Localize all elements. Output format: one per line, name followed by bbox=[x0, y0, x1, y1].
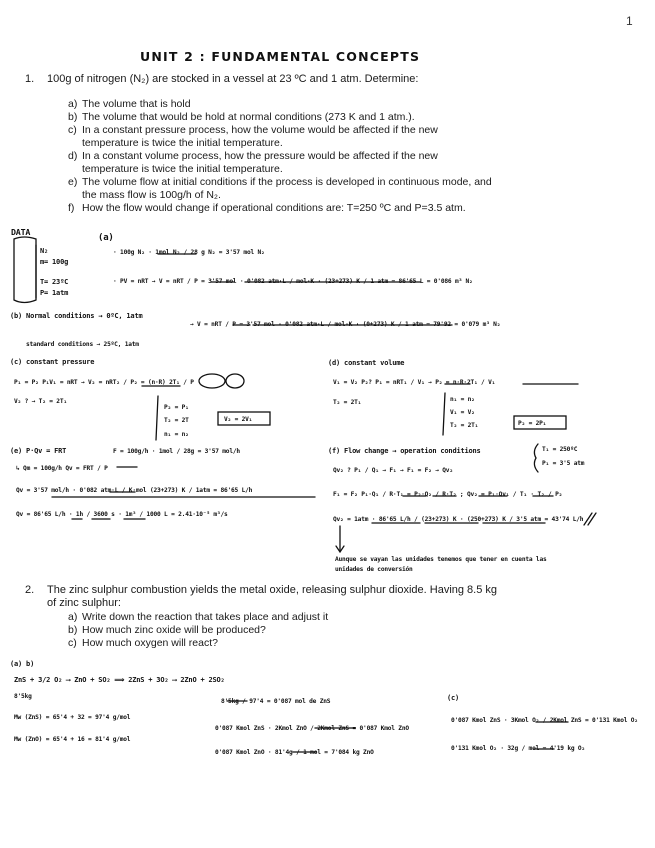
question-1-number: 1. bbox=[25, 73, 35, 85]
q1-item-d bbox=[68, 150, 438, 163]
part-f-note-1: Aunque se vayan las unidades tenemos que tener en cuenta las bbox=[335, 556, 547, 563]
part-e-label: (e) P·Qv = FRT bbox=[10, 447, 67, 455]
part-e-line1: F = 100g/h · 1mol / 28g = 3'57 mol/h bbox=[113, 448, 240, 455]
question-2-text2: of zinc sulphur: bbox=[47, 597, 121, 609]
q1-item-d-cont bbox=[82, 163, 283, 176]
part-f-line1: Qv₂ ? P₁ / Q₁ → F₁ → F₁ = F₂ → Qv₂ bbox=[333, 467, 453, 474]
part-d-brace-2: V₁ = V₂ bbox=[450, 409, 475, 416]
part-d-brace-3: T₂ = 2T₁ bbox=[450, 422, 479, 429]
q2-reaction: ZnS + 3/2 O₂ ⟶ ZnO + SO₂ ⟹ 2ZnS + 3O₂ ⟶ 2ZnO + 2SO₂ bbox=[14, 676, 225, 684]
part-e-line4: Qv = 86'65 L/h · 1h / 3600 s · 1m³ / 1000 L = 2.41·10⁻⁵ m³/s bbox=[16, 511, 228, 518]
q1-item-e bbox=[68, 176, 492, 189]
part-e-line3: Qv = 3'57 mol/h · 0'082 atm·L / K·mol (23+273) K / 1atm = 86'65 L/h bbox=[16, 487, 253, 494]
question-2 bbox=[25, 584, 498, 597]
item-letter: d) bbox=[68, 150, 78, 162]
part-c-brace-3: n₁ = n₂ bbox=[164, 431, 189, 438]
q2-mw-zno: Mw (ZnO) = 65'4 + 16 = 81'4 g/mol bbox=[14, 736, 131, 743]
part-f-label: (f) Flow change → operation conditions bbox=[328, 447, 481, 455]
vessel-data-temp: T= 23ºC bbox=[40, 278, 69, 286]
page-number: 1 bbox=[626, 14, 633, 28]
item-letter: c) bbox=[68, 637, 77, 649]
part-d-brace-1: n₁ = n₂ bbox=[450, 396, 475, 403]
item-text: How much zinc oxide will be produced? bbox=[82, 624, 266, 636]
q1-item-c-cont bbox=[82, 137, 283, 150]
q1-item-a bbox=[68, 98, 191, 111]
item-text: In a constant pressure process, how the volume would be affected if the new bbox=[82, 124, 438, 136]
q2-item-a bbox=[68, 611, 329, 624]
q2-c-step1: 0'087 Kmol ZnS · 3Kmol O₂ / 2Kmol ZnS = 0'131 Kmol O₂ bbox=[451, 717, 638, 724]
part-f-line2: F₁ = F₂ P₁·Q₁ / R·T₁ = P₂·Q₂ / R·T₂ ; Qv₂ = P₁·Qv₁ / T₁ · T₂ / P₂ bbox=[333, 491, 563, 498]
part-a-line1: · 100g N₂ · 1mol N₂ / 28 g N₂ = 3'57 mol N₂ bbox=[113, 249, 265, 256]
q2-part-c-label: (c) bbox=[447, 694, 460, 702]
item-text: The volume that would be hold at normal conditions (273 K and 1 atm.). bbox=[82, 111, 415, 123]
q2-item-c bbox=[68, 637, 218, 650]
item-letter: c) bbox=[68, 124, 77, 136]
q2-mw-zns: Mw (ZnS) = 65'4 + 32 = 97'4 g/mol bbox=[14, 714, 131, 721]
part-c-brace-2: T₂ = 2T bbox=[164, 417, 189, 424]
part-d-result: P₂ = 2P₁ bbox=[518, 420, 547, 427]
part-a-label: (a) bbox=[98, 233, 114, 243]
part-f-line3: Qv₂ = 1atm · 86'65 L/h / (23+273) K · (250+273) K / 3'5 atm = 43'74 L/h bbox=[333, 516, 584, 523]
part-b-line: → V = nRT / P = 3'57 mol · 0'082 atm·L / mol·K · (0+273) K / 1 atm = 79'92 = 0'079 m³ N₂ bbox=[190, 321, 501, 328]
part-c-brace-1: P₂ = P₁ bbox=[164, 404, 189, 411]
q1-item-e-cont bbox=[82, 189, 221, 202]
part-d-line2: T₂ = 2T₁ bbox=[333, 399, 362, 406]
part-c-label: (c) constant pressure bbox=[10, 358, 95, 366]
vessel-data-n2: N₂ bbox=[40, 247, 49, 255]
question-2-number: 2. bbox=[25, 584, 35, 596]
item-text: the mass flow is 100g/h of N₂. bbox=[82, 189, 221, 201]
question-2-text: The zinc sulphur combustion yields the metal oxide, releasing sulphur dioxide. Having 8.5 kg bbox=[47, 584, 498, 596]
item-letter: b) bbox=[68, 111, 78, 123]
item-letter: e) bbox=[68, 176, 78, 188]
part-d-line1: V₁ = V₂ P₂? P₁ = nRT₁ / V₁ → P₂ = n·R·2T₁ / V₁ bbox=[333, 379, 496, 386]
part-a-line2: · PV = nRT → V = nRT / P = 3'57 mol · 0'082 atm·L / mol·K · (23+273) K / 1 atm = 86'65 L = 0'086 m³ N₂ bbox=[113, 278, 473, 285]
vessel-data-pressure: P= 1atm bbox=[40, 289, 69, 297]
q2-b-step3: 0'087 Kmol ZnO · 81'4g / 1 mol = 7'084 kg ZnO bbox=[215, 749, 374, 756]
question-2-text-cont bbox=[47, 597, 121, 610]
item-text: The volume flow at initial conditions if the process is developed in continuous mode, and bbox=[82, 176, 492, 188]
part-c-line1: P₁ = P₂ P₁V₁ = nRT → V₂ = nRT₂ / P₂ = (n·R) 2T₁ / P bbox=[14, 379, 194, 386]
part-f-note-2: unidades de conversión bbox=[335, 566, 413, 573]
item-text: How much oxygen will react? bbox=[82, 637, 218, 649]
part-c-line2: V₂ ? → T₂ = 2T₁ bbox=[14, 398, 67, 405]
part-f-cond-t: T₁ = 250ºC bbox=[542, 446, 578, 453]
q2-b-step1: 8'5kg / 97'4 = 0'087 mol de ZnS bbox=[221, 698, 331, 705]
part-d-label: (d) constant volume bbox=[328, 359, 405, 367]
item-text: Write down the reaction that takes place and adjust it bbox=[82, 611, 329, 623]
item-text: In a constant volume process, how the pressure would be affected if the new bbox=[82, 150, 438, 162]
q1-item-f bbox=[68, 202, 466, 215]
part-b-label: (b) Normal conditions → 0ºC, 1atm bbox=[10, 312, 143, 320]
item-letter: a) bbox=[68, 611, 78, 623]
item-letter: a) bbox=[68, 98, 78, 110]
item-text: temperature is twice the initial temperature. bbox=[82, 163, 283, 175]
question-1 bbox=[25, 73, 419, 86]
q2-c-step2: 0'131 Kmol O₂ · 32g / mol = 4'19 kg O₂ bbox=[451, 745, 585, 752]
item-text: The volume that is hold bbox=[82, 98, 191, 110]
question-1-text: 100g of nitrogen (N₂) are stocked in a vessel at 23 ºC and 1 atm. Determine: bbox=[47, 73, 419, 85]
item-letter: f) bbox=[68, 202, 75, 214]
part-e-line2: ↳ Qm = 100g/h Qv = FRT / P bbox=[16, 465, 108, 472]
q2-b-step2: 0'087 Kmol ZnS · 2Kmol ZnO / 2Kmol ZnS = 0'087 Kmol ZnO bbox=[215, 725, 409, 732]
item-text: temperature is twice the initial temperature. bbox=[82, 137, 283, 149]
item-text: How the flow would change if operational conditions are: T=250 ºC and P=3.5 atm. bbox=[82, 202, 466, 214]
item-letter: b) bbox=[68, 624, 78, 636]
data-label: DATA bbox=[11, 227, 31, 237]
part-f-cond-p: P₁ = 3'5 atm bbox=[542, 460, 585, 467]
q2-item-b bbox=[68, 624, 266, 637]
q1-item-b bbox=[68, 111, 415, 124]
part-c-result: V₂ = 2V₁ bbox=[224, 416, 253, 423]
q2-mass: 8'5kg bbox=[14, 693, 32, 700]
unit-title: UNIT 2 : FUNDAMENTAL CONCEPTS bbox=[140, 49, 421, 64]
vessel-data-mass: m= 100g bbox=[40, 258, 69, 266]
q1-item-c bbox=[68, 124, 438, 137]
part-b-standard: standard conditions → 25ºC, 1atm bbox=[26, 341, 139, 348]
q2-part-ab-label: (a) b) bbox=[10, 660, 35, 668]
